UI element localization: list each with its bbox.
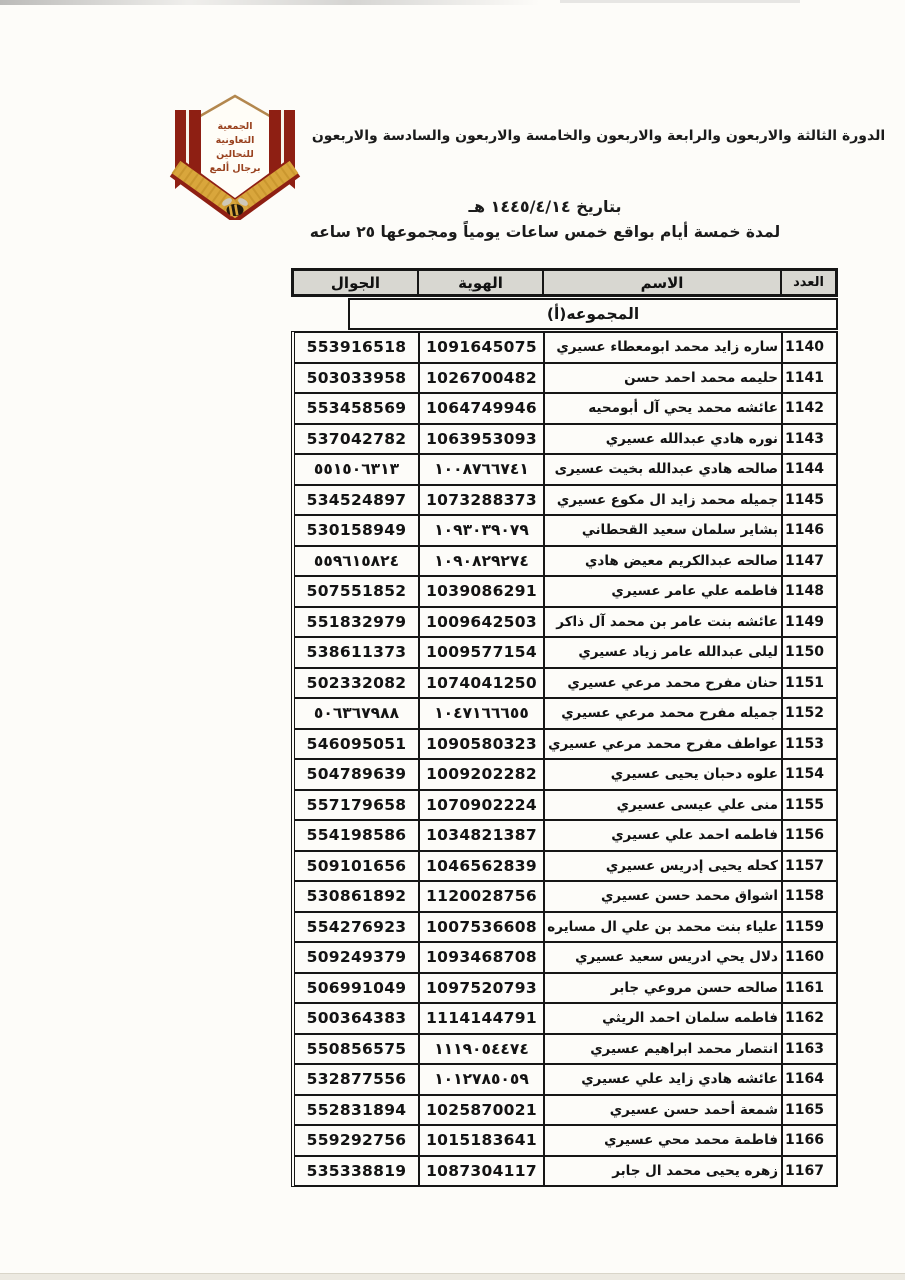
phone-cell: 532877556 [294, 1064, 419, 1095]
name-cell: فاطمة محمد محي عسيري [544, 1125, 782, 1156]
logo-text-line: الجمعية [217, 121, 253, 132]
name-cell: زهره يحيى محمد ال جابر [544, 1156, 782, 1187]
id-cell: ١٠١٢٧٨٥٠٥٩ [419, 1064, 544, 1095]
row-number-cell: 1146 [782, 515, 837, 546]
header-cell-phone: الجوال [293, 270, 418, 295]
id-cell: 1009642503 [419, 607, 544, 638]
name-cell: منى علي عيسى عسيري [544, 790, 782, 821]
name-cell: عائشه بنت عامر بن محمد آل ذاكر [544, 607, 782, 638]
name-cell: عائشه هادي زايد علي عسيري [544, 1064, 782, 1095]
id-cell: 1046562839 [419, 851, 544, 882]
phone-cell: 509101656 [294, 851, 419, 882]
phone-cell: 550856575 [294, 1034, 419, 1065]
course-title: الدورة الثالثة والاربعون والرابعة والاربعون والخامسة والاربعون والسادسة والاربعون [311, 128, 886, 144]
row-number-cell: 1166 [782, 1125, 837, 1156]
row-number-cell: 1150 [782, 637, 837, 668]
id-cell: 1074041250 [419, 668, 544, 699]
name-cell: دلال يحي ادريس سعيد عسيري [544, 942, 782, 973]
row-number-cell: 1165 [782, 1095, 837, 1126]
phone-cell: 530861892 [294, 881, 419, 912]
id-cell: 1097520793 [419, 973, 544, 1004]
course-meta [185, 197, 905, 241]
id-cell: 1009202282 [419, 759, 544, 790]
id-cell: 1114144791 [419, 1003, 544, 1034]
group-label: المجموعه(أ) [546, 305, 640, 323]
phone-cell: 551832979 [294, 607, 419, 638]
row-number-cell: 1153 [782, 729, 837, 760]
phone-cell: 530158949 [294, 515, 419, 546]
row-number-cell: 1152 [782, 698, 837, 729]
phone-cell: ٥٥٩٦١٥٨٢٤ [294, 546, 419, 577]
row-number-cell: 1157 [782, 851, 837, 882]
roster-header-row [291, 268, 838, 297]
phone-cell: 553916518 [294, 332, 419, 363]
row-number-cell: 1140 [782, 332, 837, 363]
name-cell: بشاير سلمان سعيد القحطاني [544, 515, 782, 546]
name-cell: حليمه محمد احمد حسن [544, 363, 782, 394]
row-number-cell: 1156 [782, 820, 837, 851]
name-cell: نوره هادي عبدالله عسيري [544, 424, 782, 455]
id-cell: 1087304117 [419, 1156, 544, 1187]
phone-cell: 535338819 [294, 1156, 419, 1187]
phone-cell: 553458569 [294, 393, 419, 424]
header-cell-id: الهوية [418, 270, 543, 295]
name-cell: فاطمه سلمان احمد الريثي [544, 1003, 782, 1034]
name-cell: عواطف مفرح محمد مرعي عسيري [544, 729, 782, 760]
row-number-cell: 1167 [782, 1156, 837, 1187]
logo-text-line: برجال ألمع [209, 163, 261, 174]
name-cell: صالحه حسن مروعي جابر [544, 973, 782, 1004]
id-cell: ١١١٩٠٥٤٤٧٤ [419, 1034, 544, 1065]
id-cell: 1007536608 [419, 912, 544, 943]
phone-cell: 503033958 [294, 363, 419, 394]
header-cell-name: الاسم [543, 270, 781, 295]
id-cell: 1009577154 [419, 637, 544, 668]
id-cell: 1073288373 [419, 485, 544, 516]
row-number-cell: 1154 [782, 759, 837, 790]
row-number-cell: 1159 [782, 912, 837, 943]
course-date: بتاريخ ١٤٤٥/٤/١٤ هـ [468, 197, 622, 216]
id-cell: 1039086291 [419, 576, 544, 607]
row-number-cell: 1160 [782, 942, 837, 973]
id-cell: 1090580323 [419, 729, 544, 760]
phone-cell: 509249379 [294, 942, 419, 973]
course-duration: لمدة خمسة أيام بواقع خمس ساعات يومياً ومجموعها ٢٥ ساعه [309, 223, 781, 241]
id-cell: ١٠٤٧١٦٦٦٥٥ [419, 698, 544, 729]
logo-text-line: للنحالين [216, 149, 254, 160]
name-cell: صالحه هادي عبدالله بخيت عسيرى [544, 454, 782, 485]
id-cell: 1120028756 [419, 881, 544, 912]
row-number-cell: 1149 [782, 607, 837, 638]
id-cell: ١٠٩٣٠٣٩٠٧٩ [419, 515, 544, 546]
id-cell: 1025870021 [419, 1095, 544, 1126]
phone-cell: 559292756 [294, 1125, 419, 1156]
id-cell: 1064749946 [419, 393, 544, 424]
phone-cell: ٥٠٦٣٦٧٩٨٨ [294, 698, 419, 729]
phone-cell: 554276923 [294, 912, 419, 943]
row-number-cell: 1162 [782, 1003, 837, 1034]
scan-smudge [560, 0, 800, 3]
id-cell: 1026700482 [419, 363, 544, 394]
id-cell: 1015183641 [419, 1125, 544, 1156]
row-number-cell: 1141 [782, 363, 837, 394]
phone-cell: 552831894 [294, 1095, 419, 1126]
row-number-cell: 1155 [782, 790, 837, 821]
header-cell-count: العدد [781, 270, 836, 295]
phone-cell: 537042782 [294, 424, 419, 455]
name-cell: فاطمه علي عامر عسيري [544, 576, 782, 607]
phone-cell: 507551852 [294, 576, 419, 607]
name-cell: علوه دحبان يحيى عسيري [544, 759, 782, 790]
phone-cell: 538611373 [294, 637, 419, 668]
phone-cell: ٥٥١٥٠٦٣١٣ [294, 454, 419, 485]
phone-cell: 502332082 [294, 668, 419, 699]
row-number-cell: 1163 [782, 1034, 837, 1065]
row-number-cell: 1145 [782, 485, 837, 516]
row-number-cell: 1142 [782, 393, 837, 424]
name-cell: فاطمه احمد علي عسيري [544, 820, 782, 851]
phone-cell: 557179658 [294, 790, 419, 821]
id-cell: 1070902224 [419, 790, 544, 821]
name-cell: صالحه عبدالكريم معيض هادي [544, 546, 782, 577]
name-cell: ليلى عبدالله عامر زياد عسيري [544, 637, 782, 668]
phone-cell: 554198586 [294, 820, 419, 851]
row-number-cell: 1158 [782, 881, 837, 912]
row-number-cell: 1148 [782, 576, 837, 607]
name-cell: ساره زايد محمد ابومعطاء عسيري [544, 332, 782, 363]
name-cell: انتصار محمد ابراهيم عسيري [544, 1034, 782, 1065]
name-cell: علياء بنت محمد بن علي ال مسايره [544, 912, 782, 943]
id-cell: 1091645075 [419, 332, 544, 363]
id-cell: ١٠٩٠٨٢٩٢٧٤ [419, 546, 544, 577]
phone-cell: 506991049 [294, 973, 419, 1004]
scan-page-edge [0, 1273, 905, 1280]
name-cell: شمعة أحمد حسن عسيري [544, 1095, 782, 1126]
group-row [348, 298, 838, 330]
phone-cell: 504789639 [294, 759, 419, 790]
name-cell: جميله مفرح محمد مرعي عسيري [544, 698, 782, 729]
row-number-cell: 1164 [782, 1064, 837, 1095]
id-cell: 1063953093 [419, 424, 544, 455]
roster-grid [291, 331, 838, 1187]
row-number-cell: 1144 [782, 454, 837, 485]
row-number-cell: 1161 [782, 973, 837, 1004]
name-cell: اشواق محمد حسن عسيري [544, 881, 782, 912]
row-number-cell: 1143 [782, 424, 837, 455]
row-number-cell: 1151 [782, 668, 837, 699]
scan-smudge [0, 0, 540, 5]
id-cell: 1093468708 [419, 942, 544, 973]
row-number-cell: 1147 [782, 546, 837, 577]
name-cell: حنان مفرح محمد مرعي عسيري [544, 668, 782, 699]
name-cell: جميله محمد زايد ال مكوع عسيري [544, 485, 782, 516]
roster-table [291, 268, 838, 1187]
id-cell: 1034821387 [419, 820, 544, 851]
name-cell: عائشه محمد يحي آل أبومحيه [544, 393, 782, 424]
logo-text-line: التعاونية [215, 135, 255, 146]
phone-cell: 546095051 [294, 729, 419, 760]
id-cell: ١٠٠٨٧٦٦٧٤١ [419, 454, 544, 485]
phone-cell: 500364383 [294, 1003, 419, 1034]
name-cell: كحله يحيى إدريس عسيري [544, 851, 782, 882]
phone-cell: 534524897 [294, 485, 419, 516]
